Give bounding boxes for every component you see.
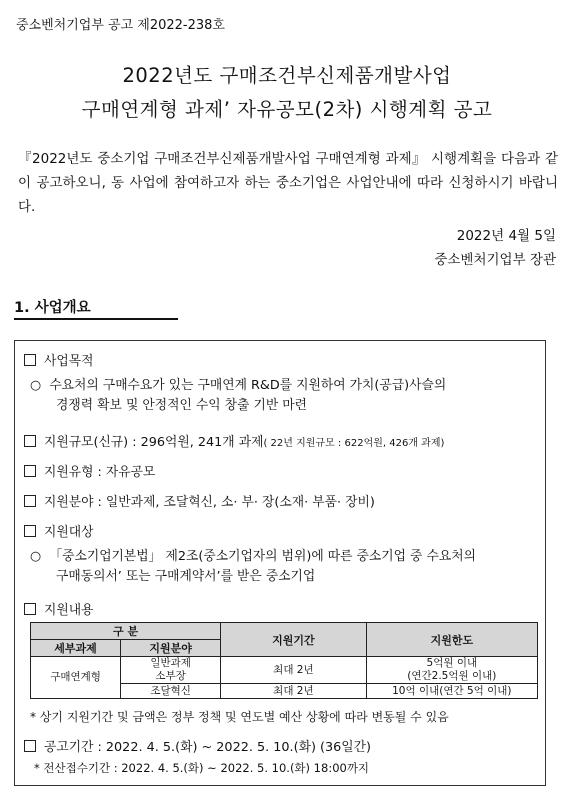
scale-label: 지원규모(신규) : 296억원, 241개 과제	[44, 435, 264, 450]
header-field: 지원분야	[121, 640, 221, 657]
target-item	[24, 521, 93, 540]
checkbox-square-icon	[24, 435, 36, 447]
checkbox-square-icon	[24, 354, 36, 366]
cell-task: 구매연계형	[31, 657, 121, 699]
purpose-line1: 수요처의 구매수요가 있는 구매연계 R&D를 지원하여 가치(공급)사슬의	[49, 378, 447, 393]
scale-note: ( 22년 지원규모 : 622억원, 426개 과제)	[263, 438, 445, 449]
cell-limit2: 10억 이내(연간 5억 이내)	[366, 684, 537, 699]
cell-period1: 최대 2년	[221, 657, 367, 684]
target-line2: 구매동의서’ 또는 구매계약서’를 받은 중소기업	[56, 569, 316, 584]
purpose-item	[24, 350, 93, 369]
content-label: 지원내용	[44, 603, 94, 618]
header-task: 세부과제	[31, 640, 121, 657]
scale-item	[24, 431, 444, 450]
field-label: 지원분야 : 일반과제, 조달혁신, 소· 부· 장(소재· 부품· 장비)	[44, 495, 375, 510]
cell-field1: 일반과제 소부장	[121, 657, 221, 684]
section-title: 1. 사업개요	[14, 300, 91, 316]
support-table	[30, 622, 538, 699]
notice-number: 중소벤처기업부 공고 제2022-238호	[16, 18, 225, 33]
cell-limit1: 5억원 이내 (연간2.5억원 이내)	[366, 657, 537, 684]
checkbox-square-icon	[24, 740, 36, 752]
purpose-line2: 경쟁력 확보 및 안정적인 수익 창출 기반 마련	[56, 398, 307, 413]
type-label: 지원유형 : 자유공모	[44, 465, 156, 480]
issuer: 중소벤처기업부 장관	[434, 252, 556, 268]
checkbox-square-icon	[24, 465, 36, 477]
purpose-label: 사업목적	[44, 354, 94, 369]
checkbox-square-icon	[24, 525, 36, 537]
target-line1: 「중소기업기본법」 제2조(중소기업자의 범위)에 따른 중소기업 중 수요처의	[49, 549, 476, 564]
section-underline	[14, 318, 178, 320]
period-item	[24, 736, 371, 755]
checkbox-square-icon	[24, 495, 36, 507]
page-subtitle: 구매연계형 과제’ 자유공모(2차) 시행계획 공고	[81, 98, 493, 121]
header-group: 구 분	[31, 623, 221, 640]
content-item	[24, 599, 93, 618]
table-note: * 상기 지원기간 및 금액은 정부 정책 및 연도별 예산 상황에 따라 변동될 수 있음	[30, 710, 449, 724]
header-limit: 지원한도	[366, 623, 537, 657]
period-note: * 전산접수기간 : 2022. 4. 5.(화) ~ 2022. 5. 10.(화) 18:00까지	[34, 761, 370, 775]
field-item	[24, 491, 375, 510]
target-bullet: ○ 「중소기업기본법」 제2조(중소기업자의 범위)에 따른 중소기업 중 수요처의 구매동의서’ 또는 구매계약서’를 받은 중소기업	[30, 549, 476, 584]
type-item	[24, 461, 155, 480]
cell-period2: 최대 2년	[221, 684, 367, 699]
target-label: 지원대상	[44, 525, 94, 540]
page-title: 2022년도 구매조건부신제품개발사업	[122, 64, 452, 87]
notice-date: 2022년 4월 5일	[456, 228, 556, 244]
purpose-bullet: ○ 수요처의 구매수요가 있는 구매연계 R&D를 지원하여 가치(공급)사슬의 경쟁력 확보 및 안정적인 수익 창출 기반 마련	[30, 378, 447, 413]
period-label: 공고기간 : 2022. 4. 5.(화) ~ 2022. 5. 10.(화) (36일간)	[44, 740, 372, 755]
cell-field2: 조달혁신	[121, 684, 221, 699]
checkbox-square-icon	[24, 603, 36, 615]
intro-paragraph: 『2022년도 중소기업 구매조건부신제품개발사업 구매연계형 과제』 시행계획을 다음과 같이 공고하오니, 동 사업에 참여하고자 하는 중소기업은 사업안내에 따라 신청하시기 바랍니다.	[18, 151, 558, 215]
header-period: 지원기간	[221, 623, 367, 657]
